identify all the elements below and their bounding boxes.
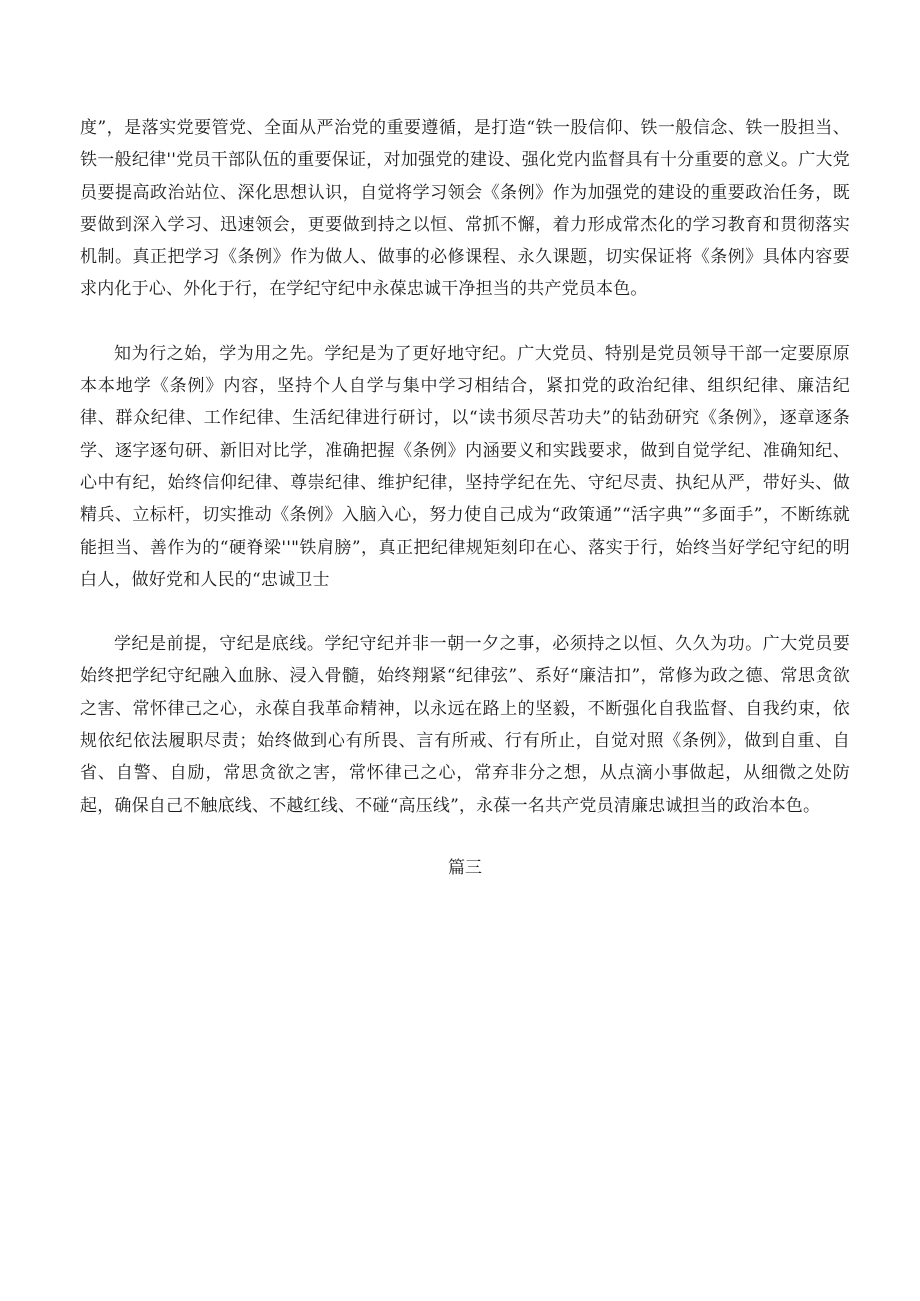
- paragraph-3: 学纪是前提，守纪是底线。学纪守纪并非一朝一夕之事，必须持之以恒、久久为功。广大党员要始终把学纪守纪融入血脉、浸入骨髓，始终翔紧“纪律弦”、系好“廉洁扣”，常修为政之德、常思贪欲之害、常怀律己之心，永葆自我革命精神，以永远在路上的坚毅，不断强化自我监督、自我约束，依规依纪依法履职尽责；始终做到心有所畏、言有所戒、行有所止，自觉对照《条例》，做到自重、自省、自警、自励，常思贪欲之害，常怀律己之心，常弃非分之想，从点滴小事做起，从细微之处防起，确保自己不触底线、不越红线、不碰“高压线”，永葆一名共产党员清廉忠诚担当的政治本色。: [80, 634, 850, 816]
- paragraph-2: 知为行之始，学为用之先。学纪是为了更好地守纪。广大党员、特别是党员领导干部一定要原原本本地学《条例》内容，坚持个人自学与集中学习相结合，紧扣党的政治纪律、组织纪律、廉洁纪律、群众纪律、工作纪律、生活纪律进行研讨，以“读书须尽苦功夫”的钻劲研究《条例》，逐章逐条学、逐字逐句研、新旧对比学，准确把握《条例》内涵要义和实践要求，做到自觉学纪、准确知纪、心中有纪，始终信仰纪律、尊崇纪律、维护纪律，坚持学纪在先、守纪尽责、执纪从严，带好头、做精兵、立标杆，切实推动《条例》入脑入心，努力使自己成为“政策通”“活字典”“多面手”，不断练就能担当、善作为的“硬脊梁''"铁肩膀”，真正把纪律规矩刻印在心、落实于行，始终当好学纪守纪的明白人，做好党和人民的“忠诚卫士: [80, 343, 850, 590]
- paragraph-1: 度”，是落实党要管党、全面从严治党的重要遵循，是打造“铁一股信仰、铁一般信念、铁一股担当、铁一般纪律''党员干部队伍的重要保证，对加强党的建设、强化党内监督具有十分重要的意义。广大党员要提高政治站位、深化思想认识，自觉将学习领会《条例》作为加强党的建设的重要政治任务，既要做到深入学习、迅速领会，更要做到持之以恒、常抓不懈，着力形成常杰化的学习教育和贯彻落实机制。真正把学习《条例》作为做人、做事的必修课程、永久课题，切实保证将《条例》具体内容要求内化于心、外化于行，在学纪守纪中永葆忠诚干净担当的共产党员本色。: [80, 118, 850, 300]
- document-page: [80, 112, 850, 884]
- section-heading: 篇三: [448, 857, 482, 878]
